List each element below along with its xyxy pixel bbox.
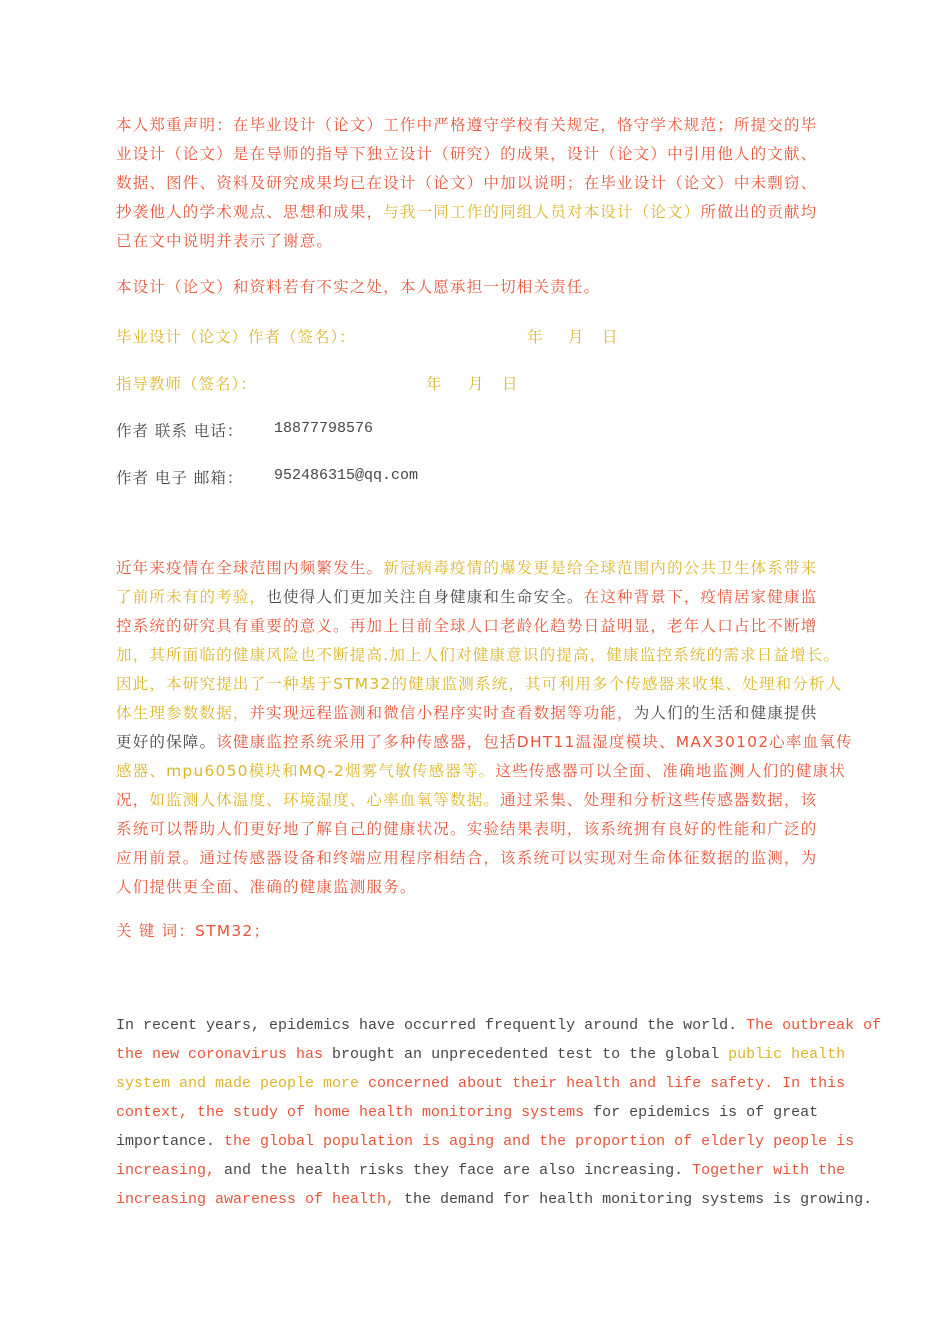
text-line <box>116 1185 873 1214</box>
text-segment: increasing, <box>116 1162 225 1179</box>
text-segment: 本人郑重声明：在毕业设计（论文）工作中严格遵守学校有关规定，恪守学术规范；所提交的毕 <box>116 116 818 134</box>
text-line <box>116 111 846 140</box>
author-sign-month: 月 <box>568 328 585 346</box>
text-line <box>116 699 846 728</box>
text-segment: 通过采集、处理和分析这些传感器数据，该 <box>500 791 818 809</box>
text-line <box>116 583 846 612</box>
text-line <box>116 1127 855 1156</box>
text-segment: the global population is aging and the proportion of elderly people is <box>224 1133 855 1150</box>
text-segment: 与我一同工作的同组人员对本设计（论文） <box>383 203 701 221</box>
chinese-abstract <box>116 554 853 902</box>
text-line <box>116 641 846 670</box>
text-segment: 已在文中说明并表示了谢意。 <box>116 232 334 250</box>
text-segment: for epidemics is of great <box>593 1104 819 1121</box>
text-segment: and the health risks they face are also increasing. <box>224 1162 693 1179</box>
text-line <box>116 1156 846 1185</box>
text-segment: In recent years, epidemics have occurred frequently around the world. <box>116 1017 747 1034</box>
text-line <box>116 169 846 198</box>
text-segment: 并实现远程监测和微信小程序实时查看数据等功能， <box>249 704 634 722</box>
text-segment: 如监测人体温度、环境湿度、心率血氧等数据。 <box>149 791 501 809</box>
text-line <box>116 1040 846 1069</box>
text-segment: 业设计（论文）是在导师的指导下独立设计（研究）的成果，设计（论文）中引用他人的文献、 <box>116 145 818 163</box>
advisor-sign-year: 年 <box>426 375 443 393</box>
keywords: 关 键 词：STM32； <box>116 922 271 940</box>
declaration-paragraph <box>116 111 846 256</box>
text-segment: 新冠病毒疫情的爆发更是给全球范围内的公共卫生体系带来 <box>383 559 818 577</box>
text-segment: importance. <box>116 1133 225 1150</box>
text-segment: public health <box>728 1046 846 1063</box>
text-line <box>116 1069 846 1098</box>
text-segment: 近年来疫情在全球范围内频繁发生。 <box>116 559 384 577</box>
responsibility-statement: 本设计（论文）和资料若有不实之处，本人愿承担一切相关责任。 <box>116 278 601 296</box>
text-segment: Together with the <box>692 1162 846 1179</box>
text-segment: the new coronavirus has <box>116 1046 333 1063</box>
text-segment: 所做出的贡献均 <box>700 203 818 221</box>
text-segment: 加，其所面临的健康风险也不断提高.加上人们对健康意识的提高，健康监控系统的需求日益增长。 <box>116 646 841 664</box>
text-segment: context, the study of home health monitoring systems <box>116 1104 594 1121</box>
text-segment: 为人们的生活和健康提供 <box>633 704 818 722</box>
text-segment: brought an unprecedented test to the global <box>332 1046 729 1063</box>
text-segment: the demand for health monitoring systems is growing. <box>404 1191 873 1208</box>
text-line <box>116 140 846 169</box>
text-segment: 人们提供更全面、准确的健康监测服务。 <box>116 878 417 896</box>
text-line <box>116 198 846 227</box>
author-sign-day: 日 <box>602 328 619 346</box>
text-segment: 也使得人们更加关注自身健康和生命安全。 <box>266 588 584 606</box>
text-segment: system and made people more <box>116 1075 369 1092</box>
advisor-sign-month: 月 <box>468 375 485 393</box>
text-line <box>116 612 846 641</box>
text-segment: 数据、图件、资料及研究成果均已在设计（论文）中加以说明；在毕业设计（论文）中未剽窃、 <box>116 174 818 192</box>
advisor-sign-day: 日 <box>502 375 519 393</box>
author-sign-year: 年 <box>527 328 544 346</box>
text-segment: increasing awareness of health, <box>116 1191 405 1208</box>
text-segment: 感器、mpu6050模块和MQ-2烟雾气敏传感器等。 <box>116 762 496 780</box>
text-segment: 该健康监控系统采用了多种传感器，包括DHT11温湿度模块、MAX30102心率血氧传 <box>216 733 853 751</box>
email-label: 作者 电子 邮箱： <box>116 469 244 487</box>
text-segment: 体生理参数数据， <box>116 704 250 722</box>
text-segment: 系统可以帮助人们更好地了解自己的健康状况。实验结果表明，该系统拥有良好的性能和广泛的 <box>116 820 818 838</box>
text-line <box>116 844 846 873</box>
text-segment: 况， <box>116 791 150 809</box>
text-line <box>116 670 846 699</box>
text-segment: 控系统的研究具有重要的意义。再加上目前全球人口老龄化趋势日益明显，老年人口占比不断增 <box>116 617 818 635</box>
text-segment: 抄袭他人的学术观点、思想和成果， <box>116 203 384 221</box>
text-line <box>116 873 846 902</box>
text-segment: 应用前景。通过传感器设备和终端应用程序相结合，该系统可以实现对生命体征数据的监测，为 <box>116 849 818 867</box>
text-line <box>116 227 846 256</box>
text-segment: concerned about their health and life safety. In this <box>368 1075 846 1092</box>
text-segment: The outbreak of <box>746 1017 882 1034</box>
phone-label: 作者 联系 电话： <box>116 422 244 440</box>
text-segment: 这些传感器可以全面、准确地监测人们的健康状 <box>495 762 847 780</box>
english-abstract <box>116 1011 882 1214</box>
text-line <box>116 1098 846 1127</box>
text-segment: 在这种背景下，疫情居家健康监 <box>583 588 818 606</box>
text-segment: 更好的保障。 <box>116 733 217 751</box>
email-value: 952486315@qq.com <box>274 467 419 484</box>
author-signature-label: 毕业设计（论文）作者（签名）： <box>116 328 356 346</box>
text-line <box>116 757 846 786</box>
text-line <box>116 786 846 815</box>
advisor-signature-label: 指导教师（签名）： <box>116 375 257 393</box>
text-segment: 了前所未有的考验， <box>116 588 267 606</box>
phone-value: 18877798576 <box>274 420 374 437</box>
text-segment: 因此，本研究提出了一种基于STM32的健康监测系统，其可利用多个传感器来收集、处理和分析人 <box>116 675 843 693</box>
text-line <box>116 728 853 757</box>
text-line <box>116 1011 882 1040</box>
text-line <box>116 554 846 583</box>
text-line <box>116 815 846 844</box>
